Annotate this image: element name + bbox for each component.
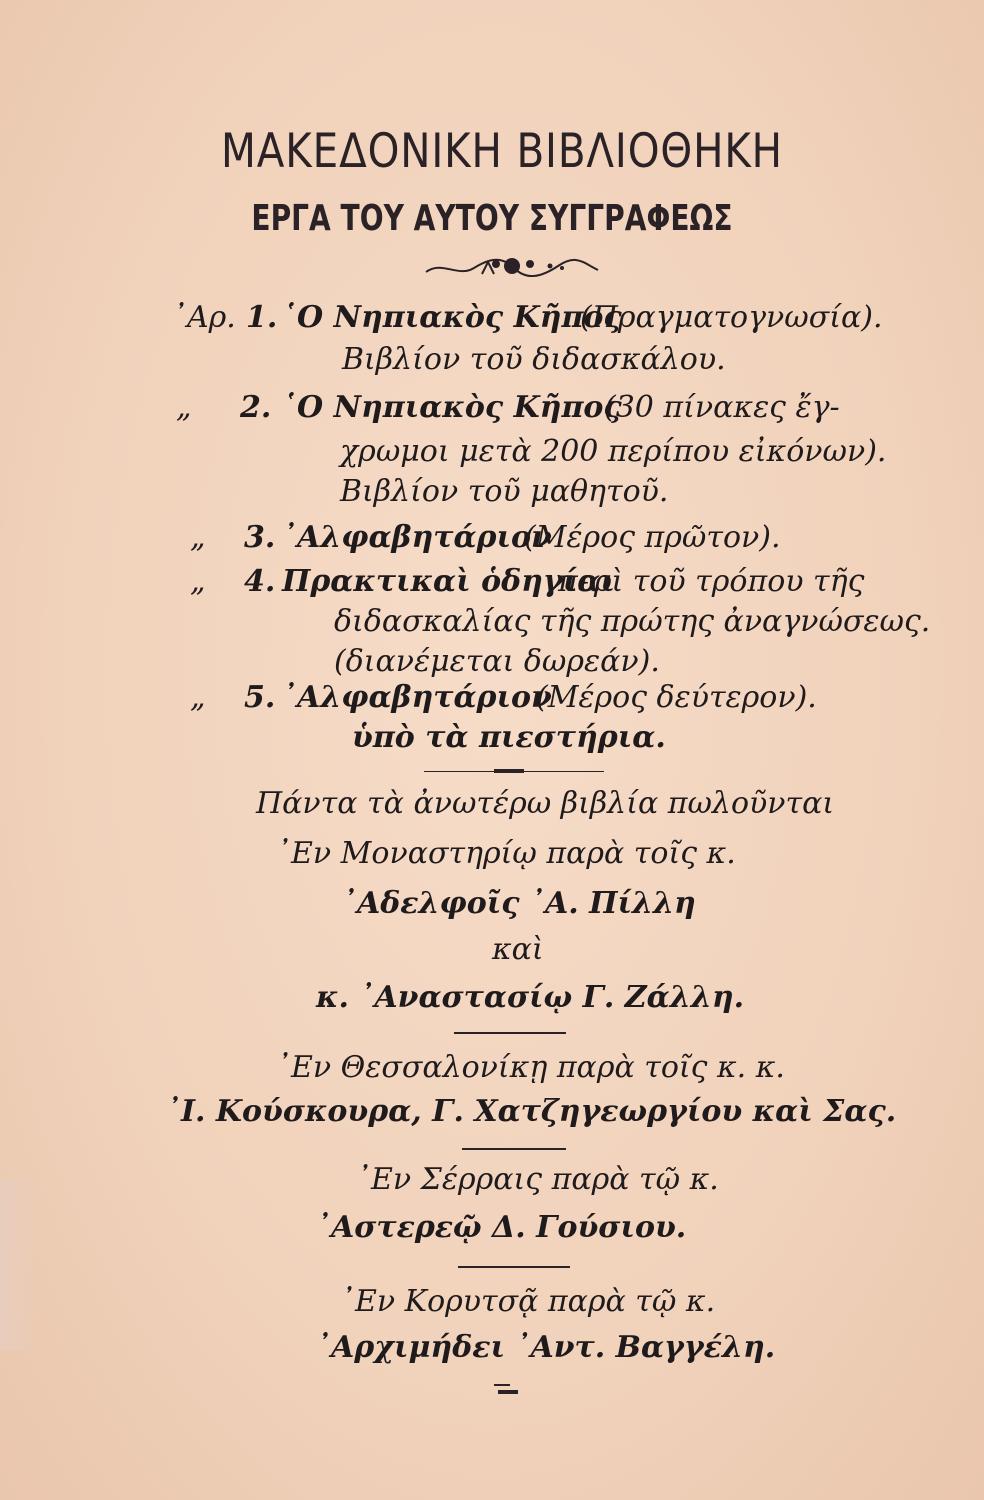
item-number: 3. (244, 520, 276, 555)
work-line: χρωμοι μετὰ 200 περίπου εἰκόνων). (340, 434, 887, 469)
paper-wear-mark (0, 1180, 40, 1350)
divider (454, 1032, 566, 1034)
place-line: ᾿Εν Σέρραις παρὰ τῷ κ. (356, 1162, 719, 1197)
seller-line: κ. ᾿Αναστασίῳ Γ. Ζάλλη. (316, 980, 745, 1015)
work-line: (διανέμεται δωρεάν). (334, 644, 660, 679)
work-note: (30 πίνακες ἔγ- (604, 390, 840, 425)
work-title: Πρακτικαὶ ὁδηγίαι (282, 564, 615, 599)
item-number: 5. (244, 680, 276, 715)
item-marker: „ (176, 390, 192, 425)
work-note: (Πραγματογνωσία). (580, 300, 883, 335)
item-number: 4. (244, 564, 276, 599)
item-marker: ᾿Αρ. (172, 300, 236, 335)
work-title: ᾿Αλφαβητάριον (282, 680, 552, 715)
work-line: Βιβλίον τοῦ διδασκάλου. (342, 342, 726, 377)
divider (462, 1148, 566, 1150)
work-title: ῾Ο Νηπιακὸς Κῆπος (282, 390, 622, 425)
item-number: 2. (240, 390, 272, 425)
page-title: ΜΑΚΕΔΟΝΙΚΗ ΒΙΒΛΙΟΘΗΚΗ (221, 124, 783, 179)
ornament-icon (422, 252, 602, 282)
work-line: διδασκαλίας τῆς πρώτης ἀναγνώσεως. (334, 604, 931, 639)
item-marker: „ (190, 564, 206, 599)
conjunction: καὶ (492, 932, 544, 967)
work-line: Βιβλίον τοῦ μαθητοῦ. (340, 474, 669, 509)
work-title: ῾Ο Νηπιακὸς Κῆπος (282, 300, 622, 335)
place-line: ᾿Εν Κορυτσᾷ παρὰ τῷ κ. (340, 1284, 716, 1319)
bottom-ornament (498, 1390, 518, 1394)
place-line: ᾿Εν Θεσσαλονίκῃ παρὰ τοῖς κ. κ. (276, 1050, 785, 1085)
bottom-ornament (494, 1384, 510, 1386)
place-line: ᾿Εν Μοναστηρίῳ παρὰ τοῖς κ. (276, 836, 736, 871)
seller-line: ᾿Αρχιμήδει ᾿Αντ. Βαγγέλη. (316, 1330, 776, 1365)
seller-line: ᾿Αστερεῷ Δ. Γούσιου. (316, 1210, 687, 1245)
seller-line: ᾿Ι. Κούσκουρα, Γ. Χατζηγεωργίου καὶ Σας. (166, 1094, 897, 1129)
work-note: (Μέρος πρῶτον). (524, 520, 781, 555)
item-marker: „ (190, 680, 206, 715)
item-number: 1. (246, 300, 278, 335)
item-marker: „ (190, 520, 206, 555)
work-line: ὑπὸ τὰ πιεστήρια. (352, 720, 666, 755)
divider-center (494, 769, 524, 773)
work-note: (Μέρος δεύτερον). (536, 680, 817, 715)
sales-intro: Πάντα τὰ ἀνωτέρω βιβλία πωλοῦνται (256, 786, 835, 821)
seller-line: ᾿Αδελφοῖς ᾿Α. Πίλλη (342, 886, 696, 921)
divider (458, 1266, 570, 1268)
page-subtitle: ΕΡΓΑ ΤΟΥ ΑΥΤΟΥ ΣΥΓΓΡΑΦΕΩΣ (251, 198, 733, 239)
work-title: ᾿Αλφαβητάριον (282, 520, 552, 555)
work-note: περὶ τοῦ τρόπου τῆς (558, 564, 865, 599)
